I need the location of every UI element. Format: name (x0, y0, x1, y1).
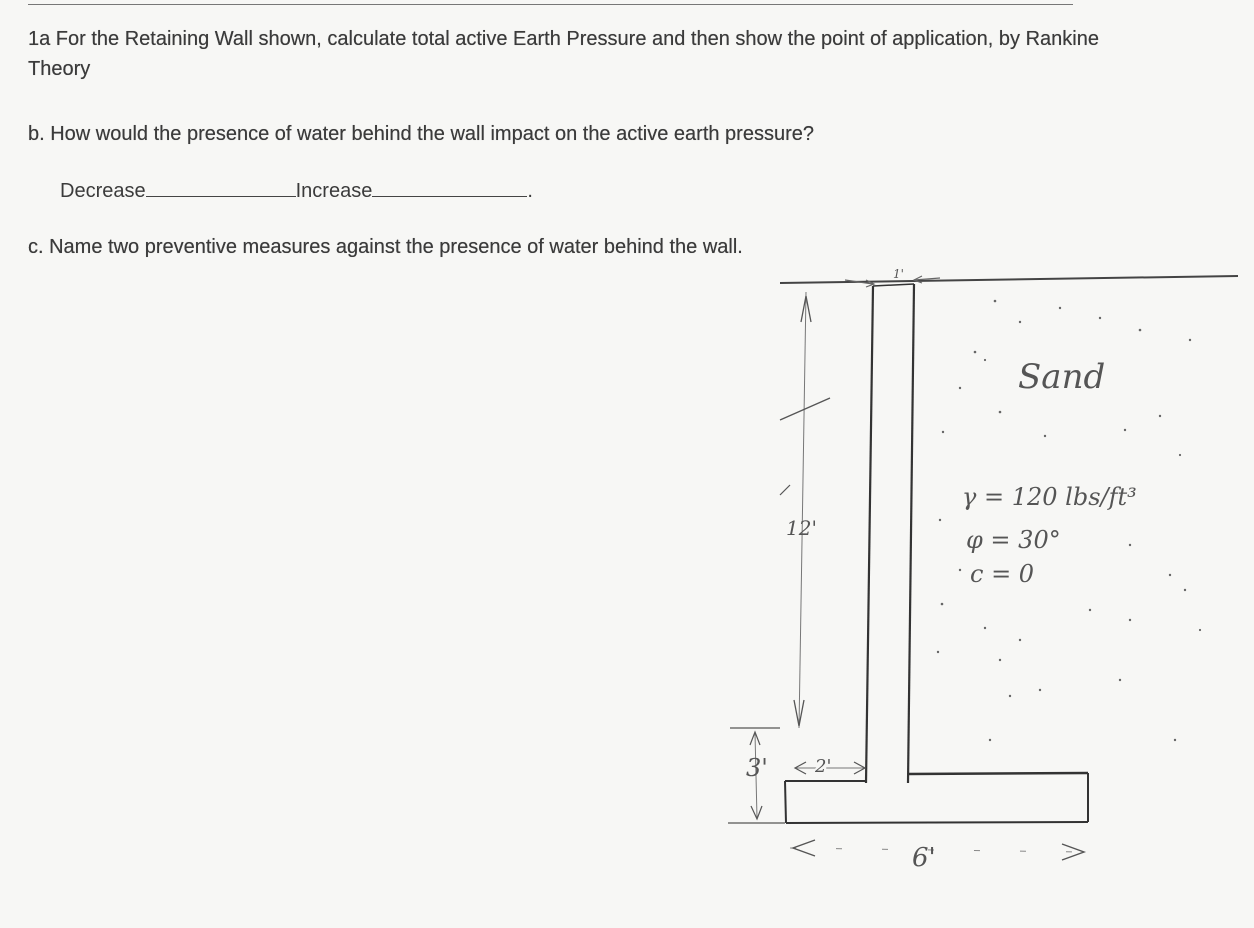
base-width-line (790, 848, 1085, 852)
base-bottom (786, 822, 1088, 823)
question-1c: c. Name two preventive measures against the presence of water behind the wall. (28, 236, 743, 258)
end-mark: . (527, 180, 533, 202)
toe-width-dim: 2' (815, 756, 832, 777)
unit-weight-label: γ = 120 lbs/ft³ (962, 483, 1137, 511)
height-dimension-line (799, 292, 806, 728)
ground-surface-line (780, 276, 1238, 283)
base-width-arrowhead-right (1062, 844, 1084, 860)
wall-stem-front (866, 286, 873, 783)
base-width-arrowhead-left (793, 840, 815, 856)
base-toe-edge (785, 781, 786, 823)
decrease-label: Decrease (60, 180, 146, 202)
wall-stem-top (873, 284, 914, 286)
increase-label: Increase (295, 180, 373, 202)
base-thickness-dim: 3' (746, 754, 768, 782)
soil-label: Sand (1018, 357, 1106, 397)
base-top-heel (908, 773, 1088, 774)
wall-height-dim: 12' (786, 516, 817, 540)
height-tick (780, 398, 830, 420)
cohesion-label: c = 0 (970, 560, 1035, 588)
base-width-dim: 6' (912, 843, 936, 873)
question-1a: 1a For the Retaining Wall shown, calculate total active Earth Pressure and then show the point of application, by Rankine Theory (28, 28, 1099, 80)
question-1b: b. How would the presence of water behind the wall impact on the active earth pressure? (28, 123, 814, 145)
wall-stem-back (908, 284, 914, 783)
stem-thickness-dim: 1' (893, 267, 904, 281)
height-tick-small (780, 485, 790, 495)
friction-angle-label: φ = 30° (966, 526, 1061, 554)
